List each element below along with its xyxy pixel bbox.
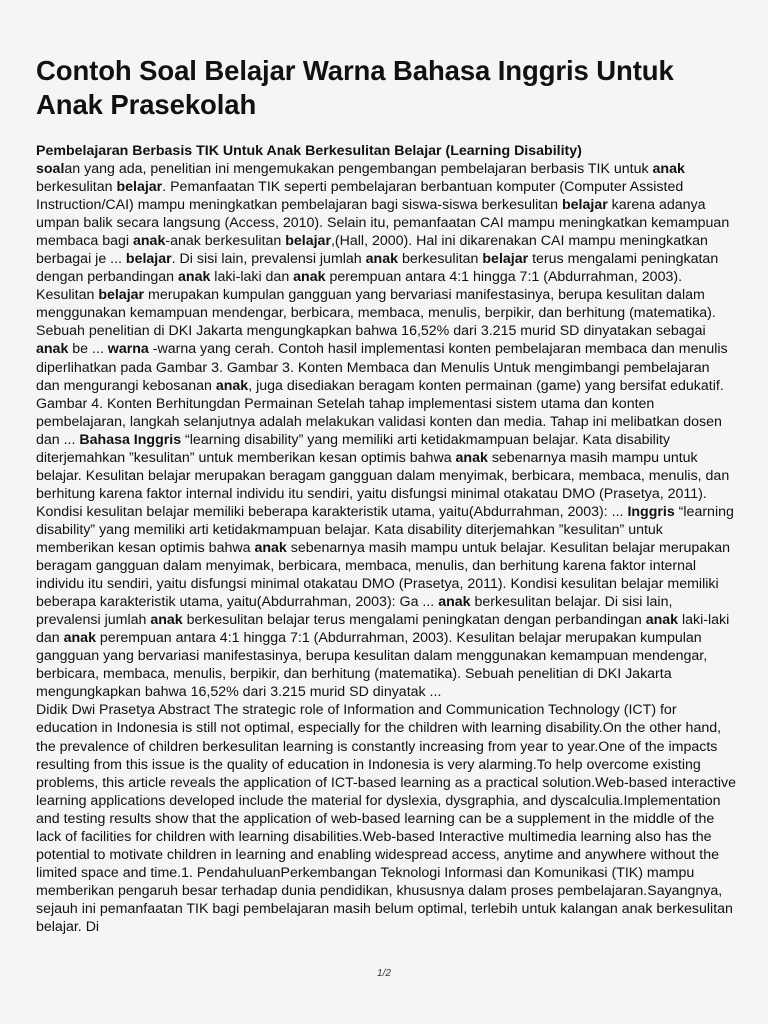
text-segment: “learning disability” yang memiliki arti ketidakmampuan belajar. Kata disability diterjemahkan ”kesulitan” untuk memberikan kesan optimis bahwa	[36, 431, 671, 466]
body-paragraph-1	[36, 160, 736, 701]
text-segment: terus mengalami peningkatan dengan perbandingan	[36, 251, 719, 286]
keyword-highlight: anak	[63, 630, 96, 647]
text-segment: berkesulitan belajar. Di sisi lain, prevalensi jumlah	[36, 594, 673, 629]
text-segment: . Di sisi lain, prevalensi jumlah	[171, 251, 366, 268]
text-segment: -warna yang cerah. Contoh hasil implementasi konten pembelajaran membaca dan menulis diperlihatkan pada Gambar 3. Gambar 3. Konten Membaca dan Menulis Untuk mengimbangi pembelajaran dan mengurangi kebosanan	[36, 341, 728, 394]
keyword-highlight: anak	[150, 612, 183, 629]
text-segment: . Pemanfaatan TIK seperti pembelajaran berbantuan komputer (Computer Assisted Instruction/CAI) mampu meningkatkan pembelajaran bagi siswa-siswa berkesulitan	[36, 179, 684, 214]
document-content	[36, 54, 736, 936]
text-segment: an yang ada, penelitian ini mengemukakan pengembangan pembelajaran berbasis TIK untuk	[64, 161, 653, 177]
text-segment: laki-laki dan	[36, 612, 730, 647]
text-segment: laki-laki dan	[210, 269, 294, 286]
keyword-highlight: belajar	[285, 233, 331, 250]
keyword-highlight: soal	[36, 161, 65, 177]
keyword-highlight: Inggris	[627, 503, 675, 520]
section-subtitle: Pembelajaran Berbasis TIK Untuk Anak Berkesulitan Belajar (Learning Disability)	[36, 143, 582, 159]
keyword-highlight: anak	[365, 251, 398, 268]
text-segment: sebenarnya masih mampu untuk belajar. Kesulitan belajar merupakan beragam gangguan dalam menyimak, berbicara, membaca, menulis, dan berhitung karena faktor internal individu itu sendiri, yaitu disfungsi minimal otakatau DMO (Prasetya, 2011). Kondisi kesulitan belajar memiliki beberapa karakteristik utama, yaitu(Abdurrahman, 2003): Ga ...	[36, 539, 731, 611]
keyword-highlight: anak	[178, 269, 211, 286]
text-segment: karena adanya umpan balik secara langsung (Access, 2010). Selain itu, pemanfaatan CAI mampu meningkatkan kemampuan membaca bagi	[36, 197, 730, 250]
text-segment: merupakan kumpulan gangguan yang bervariasi manifestasinya, berupa kesulitan dalam menggunakan kemampuan mendengar, berbicara, membaca, menulis, berpikir, dan berhitung (matematika). Sebuah penelitian di DKI Jakarta mengungkapkan bahwa 16,52% dari 3.215 murid SD dinyatakan sebagai	[36, 287, 716, 340]
text-segment: berkesulitan	[36, 179, 117, 196]
keyword-highlight: anak	[652, 161, 685, 177]
text-segment: perempuan antara 4:1 hingga 7:1 (Abdurrahman, 2003). Kesulitan belajar merupakan kumpulan gangguan yang bervariasi manifestasinya, berupa kesulitan dalam menggunakan kemampuan mendengar, berbicara, membaca, menulis, berpikir, dan berhitung (matematika). Sebuah penelitian di DKI Jakarta mengungkapkan bahwa 16,52% dari 3.215 murid SD dinyatak ...	[36, 630, 708, 701]
keyword-highlight: anak	[455, 449, 488, 466]
text-segment: perempuan antara 4:1 hingga 7:1 (Abdurrahman, 2003). Kesulitan	[36, 269, 683, 304]
keyword-highlight: anak	[133, 233, 166, 250]
keyword-highlight: anak	[293, 269, 326, 286]
page-title: Contoh Soal Belajar Warna Bahasa Inggris Untuk Anak Prasekolah	[36, 55, 674, 120]
keyword-highlight: anak	[645, 612, 679, 629]
text-segment: , juga disediakan beragam konten permainan (game) yang bersifat edukatif. Gambar 4. Konten Berhitungdan Permainan Setelah tahap implementasi sistem utama dan konten pembelajaran, langkah selanjutnya adalah melakukan validasi konten dan media. Tahap ini melibatkan dosen dan ...	[36, 377, 724, 448]
text-segment: berkesulitan belajar terus mengalami peningkatan dengan perbandingan	[182, 612, 646, 629]
keyword-highlight: Bahasa Inggris	[79, 431, 182, 448]
keyword-highlight: belajar	[482, 251, 529, 268]
text-segment: ,(Hall, 2000). Hal ini dikarenakan CAI mampu meningkatkan berbagai je ...	[36, 233, 708, 268]
keyword-highlight: belajar	[125, 251, 172, 268]
keyword-highlight: belajar	[561, 197, 608, 214]
page-indicator: 1/2	[377, 968, 391, 979]
text-segment: sebenarnya masih mampu untuk belajar. Kesulitan belajar merupakan beragam gangguan dalam menyimak, berbicara, membaca, menulis, dan berhitung karena faktor internal individu itu sendiri, yaitu disfungsi minimal otakatau DMO (Prasetya, 2011). Kondisi kesulitan belajar memiliki beberapa karakteristik utama, yaitu(Abdurrahman, 2003): ...	[36, 449, 730, 520]
keyword-highlight: belajar	[98, 287, 145, 304]
body-paragraph-2: Didik Dwi Prasetya Abstract The strategic role of Information and Communication Technology (ICT) for education in Indonesia is still not optimal, especially for the children with learning disability.On the other hand, the prevalence of children berkesulitan learning is constantly increasing from year to year.One of the impacts resulting from this issue is the quality of education in Indonesia is very alarming.To help overcome existing problems, this article reveals the application of ICT-based learning as a practical solution.Web-based interactive learning applications developed include the material for dyslexia, dysgraphia, and dyscalculia.Implementation and testing results show that the application of web-based learning can be a supplement in the middle of the lack of facilities for children with learning disabilities.Web-based Interactive multimedia learning also has the potential to motivate children in learning and enabling widespread access, anytime and anywhere without the limited space and time.1. PendahuluanPerkembangan Teknologi Informasi dan Komunikasi (TIK) mampu memberikan pengaruh besar terhadap dunia pendidikan, khususnya dalam proses pembelajaran.Sayangnya, sejauh ini pemanfaatan TIK bagi pembelajaran masih belum optimal, terlebih untuk kalangan anak berkesulitan belajar. Di	[36, 702, 737, 935]
keyword-highlight: anak	[36, 341, 69, 358]
keyword-highlight: belajar	[116, 179, 163, 196]
keyword-highlight: anak	[438, 594, 471, 611]
text-segment: berkesulitan	[398, 251, 483, 268]
keyword-highlight: anak	[215, 377, 249, 394]
keyword-highlight: anak	[254, 539, 287, 556]
text-segment: be ...	[68, 341, 108, 358]
text-segment: -anak berkesulitan	[165, 233, 286, 250]
text-segment: “learning disability” yang memiliki arti ketidakmampuan belajar. Kata disability diterjemahkan ”kesulitan” untuk memberikan kesan optimis bahwa	[36, 503, 734, 556]
keyword-highlight: warna	[107, 341, 149, 358]
